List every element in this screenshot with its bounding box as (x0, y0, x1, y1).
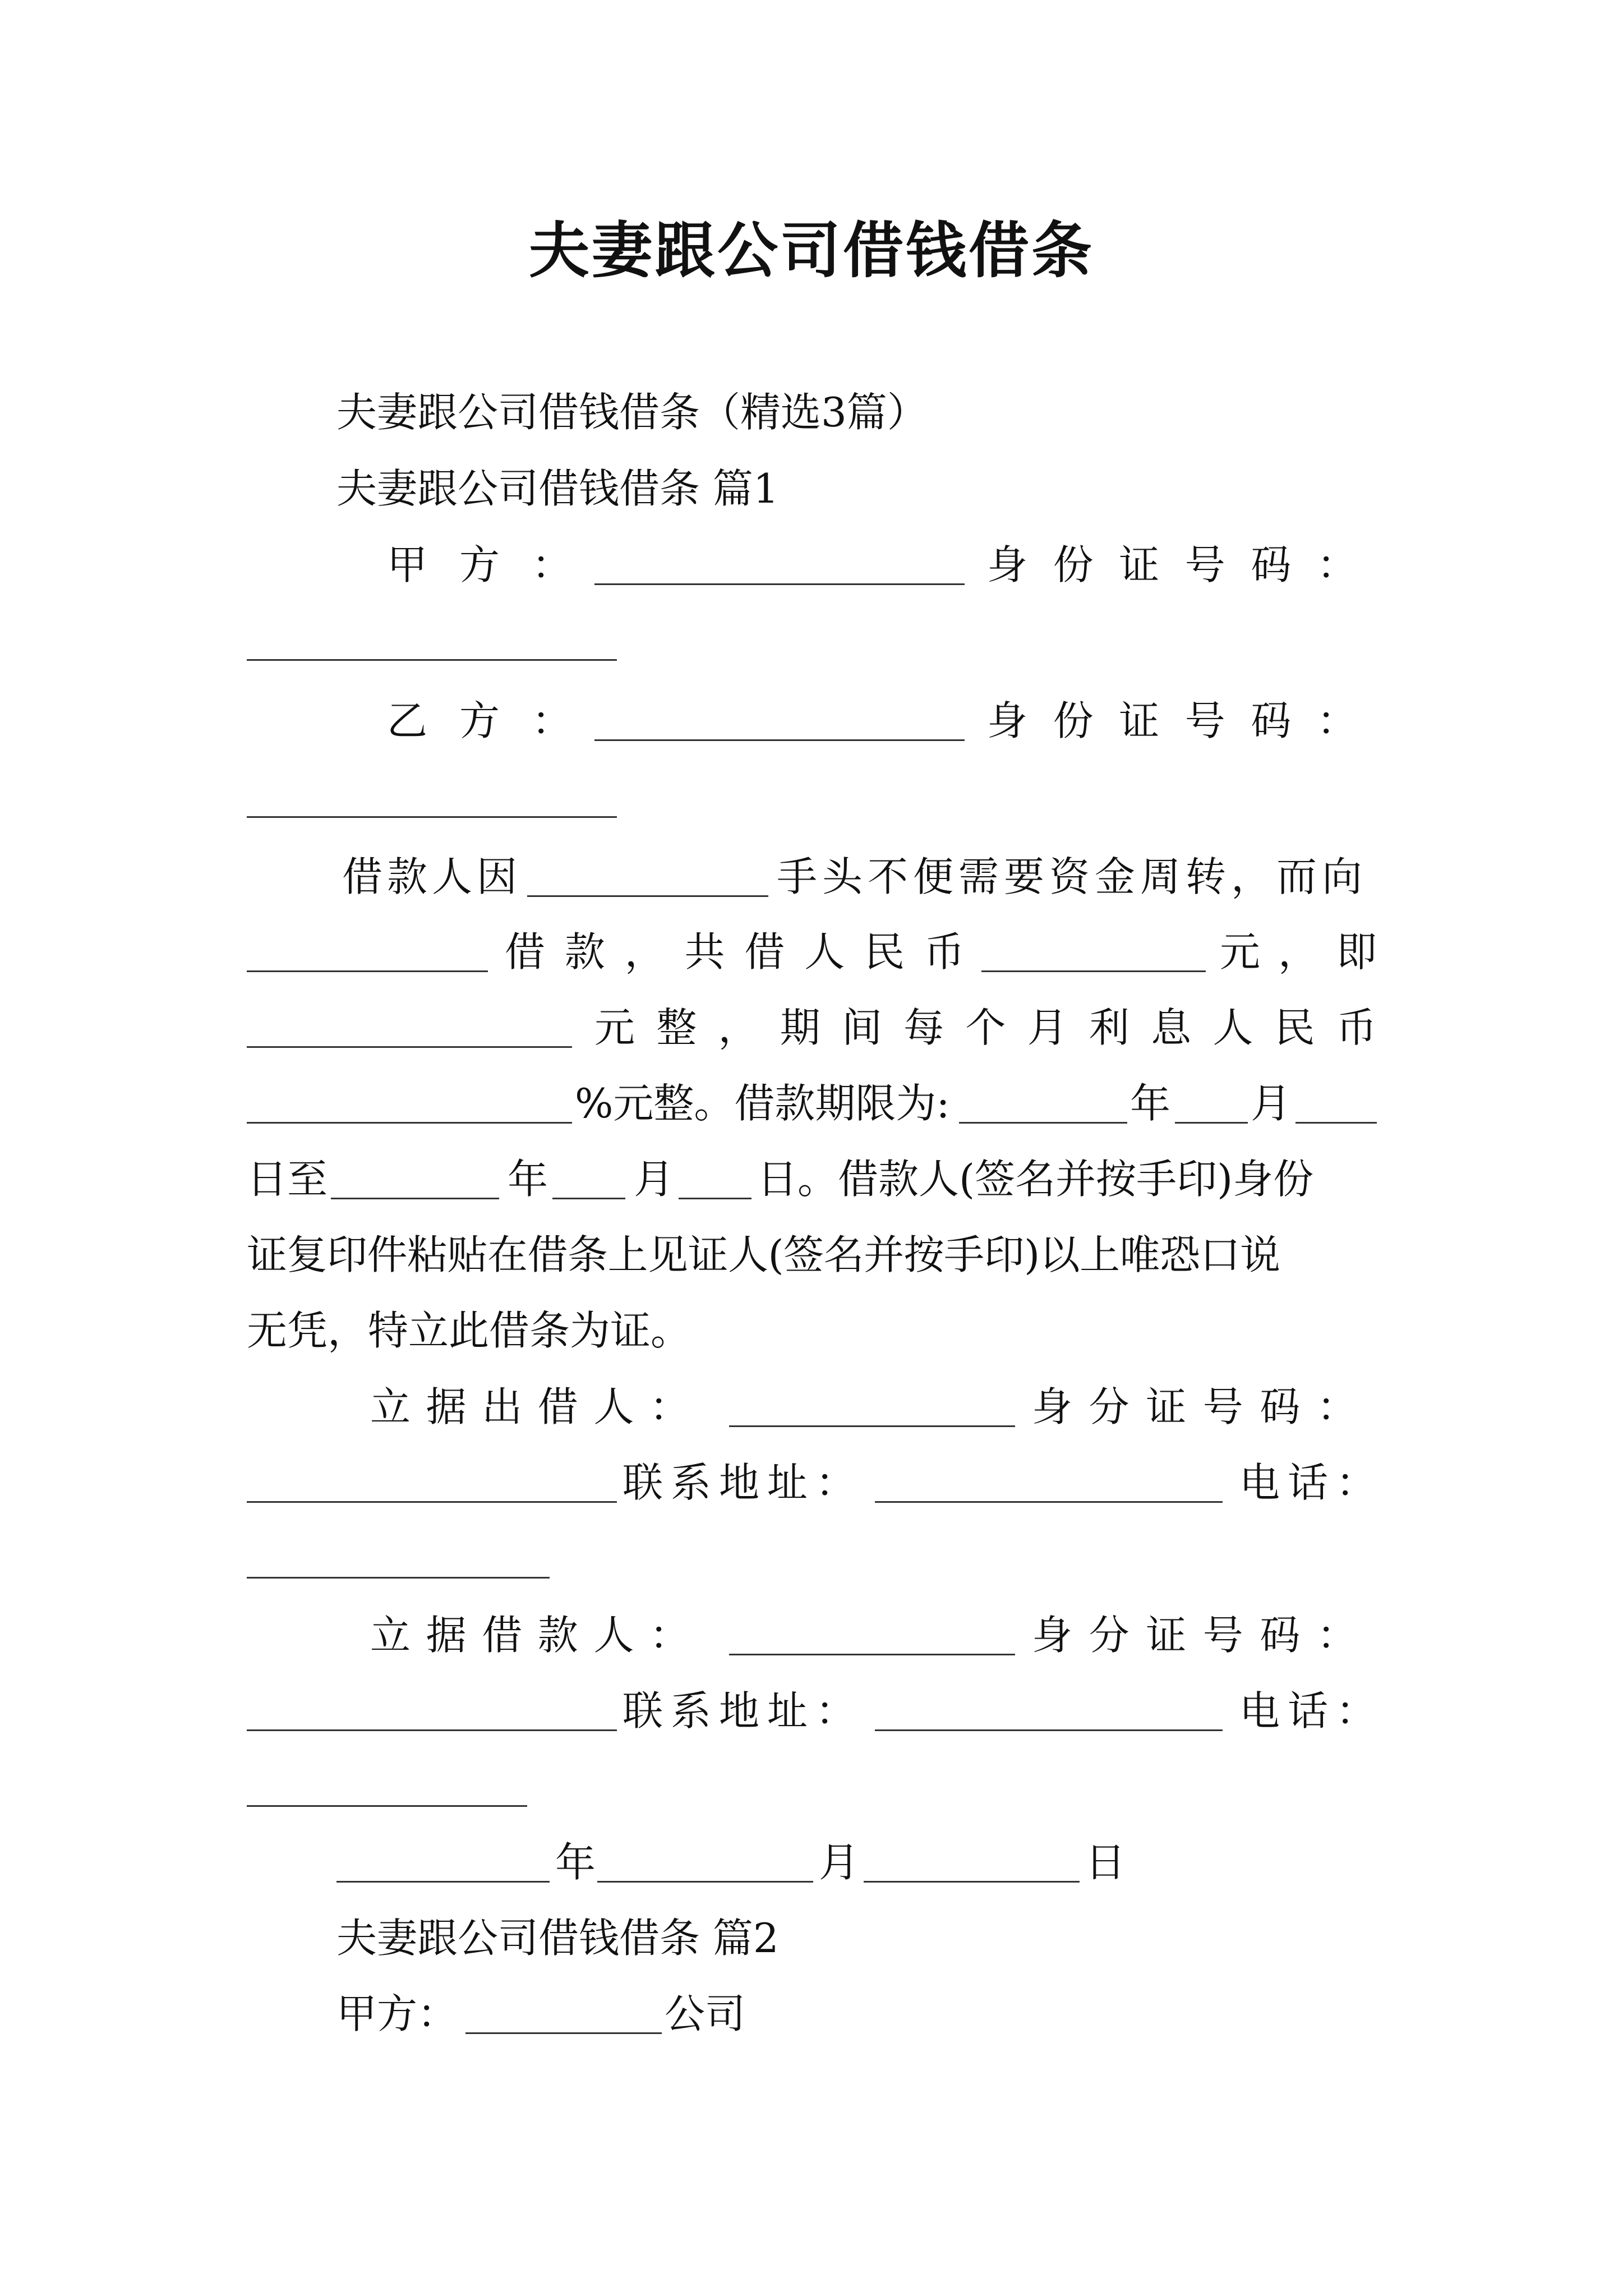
char: 每 (903, 1004, 944, 1051)
partyB-id-label (987, 696, 1357, 746)
amount-uppercase-blank[interactable] (247, 1046, 572, 1048)
char: ： (1316, 541, 1357, 588)
char: 证 (1119, 697, 1160, 744)
date-year-blank[interactable] (336, 1881, 550, 1883)
lender-id-label (1032, 1382, 1357, 1432)
end-month-label: 月 (634, 1156, 675, 1203)
partyB-name-blank[interactable] (594, 739, 965, 741)
partyA-label (387, 540, 572, 590)
char: 身 (987, 697, 1028, 744)
char: 乙 (387, 697, 428, 744)
start-day-blank[interactable] (1295, 1122, 1377, 1124)
char: 元 (1220, 928, 1261, 976)
char: 证 (1146, 1612, 1187, 1659)
char: 款 (564, 928, 605, 976)
char: 据 (426, 1612, 467, 1659)
reason-blank[interactable] (527, 895, 768, 897)
char: 证 (1119, 541, 1160, 588)
char: 款 (537, 1612, 578, 1659)
char: 身 (987, 541, 1028, 588)
char: 息 (1151, 1004, 1192, 1051)
char: 人 (1212, 1004, 1253, 1051)
char: 方 (459, 541, 500, 588)
char: 间 (841, 1004, 882, 1051)
section2-company-blank[interactable] (465, 2032, 662, 2034)
char: 共 (684, 928, 725, 976)
document-subtitle: 夫妻跟公司借钱借条（精选3篇） (336, 389, 928, 436)
lender-sign-blank[interactable] (729, 1425, 1015, 1427)
char: ： (649, 1383, 690, 1430)
lender-address-label: 联系地址： (623, 1459, 864, 1506)
body-line-6: 证复印件粘贴在借条上见证人(签名并按手印)以上唯恐口说 (247, 1231, 1280, 1278)
char: 整 (656, 1004, 697, 1051)
char: 分 (1089, 1612, 1129, 1659)
borrower-phone-blank[interactable] (247, 1805, 527, 1807)
char: 借 (505, 928, 546, 976)
char: 立 (370, 1383, 411, 1430)
char: 码 (1251, 541, 1292, 588)
char: 立 (370, 1612, 411, 1659)
char: 身 (1032, 1612, 1073, 1659)
char: 号 (1202, 1383, 1243, 1430)
lender-label (370, 1382, 690, 1432)
char: ： (531, 541, 572, 588)
char: 民 (1274, 1004, 1315, 1051)
date-year-label: 年 (555, 1839, 596, 1886)
char: ， (718, 1004, 759, 1051)
char: 分 (1089, 1383, 1129, 1430)
body-line-7: 无凭，特立此借条为证。 (247, 1307, 691, 1354)
char: 出 (482, 1383, 523, 1430)
char: 码 (1251, 697, 1292, 744)
date-day-blank[interactable] (864, 1881, 1080, 1883)
body-line-1-b: 手头不便需要资金周转，而向 (777, 853, 1368, 900)
char: 月 (1027, 1004, 1068, 1051)
lender-phone-label: 电话： (1239, 1459, 1385, 1506)
date-month-label: 月 (819, 1839, 860, 1886)
char: ： (531, 697, 572, 744)
lender-phone-blank[interactable] (247, 1577, 550, 1579)
char: ： (649, 1612, 690, 1659)
borrower-address-blank[interactable] (875, 1729, 1223, 1731)
char: 人 (804, 928, 845, 976)
char: 份 (1053, 697, 1094, 744)
char: 利 (1089, 1004, 1129, 1051)
body-line-4-a: %元整。借款期限为: (575, 1080, 950, 1127)
section1-heading: 夫妻跟公司借钱借条 篇1 (336, 465, 779, 512)
char: 甲 (387, 541, 428, 588)
borrower-id-label (1032, 1610, 1357, 1660)
borrower-id-blank[interactable] (247, 1729, 617, 1731)
char: 期 (780, 1004, 820, 1051)
char: 币 (924, 928, 965, 976)
lender-id-blank[interactable] (247, 1501, 617, 1503)
body-line-2-end (1220, 927, 1377, 977)
char: 人 (593, 1612, 634, 1659)
start-year-blank[interactable] (959, 1122, 1127, 1124)
char: 元 (594, 1004, 635, 1051)
borrower-phone-label: 电话： (1239, 1687, 1385, 1734)
partyA-id-blank[interactable] (247, 659, 617, 661)
interest-blank[interactable] (247, 1122, 572, 1124)
start-month-label: 月 (1251, 1080, 1292, 1127)
char: ： (1316, 1612, 1357, 1659)
char: 即 (1336, 928, 1377, 976)
end-day-blank[interactable] (679, 1198, 751, 1199)
date-month-blank[interactable] (597, 1881, 813, 1883)
partyB-id-blank[interactable] (247, 816, 617, 818)
char: 人 (593, 1383, 634, 1430)
end-year-label: 年 (508, 1156, 548, 1203)
char: ： (1316, 697, 1357, 744)
body-line-1-a: 借款人因 (342, 853, 522, 900)
body-line-2-text (505, 927, 965, 977)
document-title: 夫妻跟公司借钱借条 (528, 215, 1094, 286)
partyA-name-blank[interactable] (594, 583, 965, 585)
body-line-5-b: 日。借款人(签名并按手印)身份 (757, 1156, 1314, 1203)
amount-blank[interactable] (981, 970, 1206, 972)
char: ： (1316, 1383, 1357, 1430)
start-month-blank[interactable] (1175, 1122, 1248, 1124)
char: 证 (1146, 1383, 1187, 1430)
date-day-label: 日 (1085, 1839, 1126, 1886)
partyA-id-label (987, 540, 1357, 590)
char: 号 (1184, 541, 1225, 588)
char: 号 (1202, 1612, 1243, 1659)
end-year-blank[interactable] (331, 1198, 499, 1199)
char: 借 (482, 1612, 523, 1659)
section2-heading: 夫妻跟公司借钱借条 篇2 (336, 1915, 779, 1962)
char: 身 (1032, 1383, 1073, 1430)
section2-partyA-label: 甲方： (336, 1990, 458, 2037)
body-line-3-text (594, 1002, 1377, 1053)
char: 借 (744, 928, 785, 976)
char: 方 (459, 697, 500, 744)
body-line-5-a: 日至 (247, 1156, 328, 1203)
char: 借 (537, 1383, 578, 1430)
char: ， (1278, 928, 1318, 976)
partyB-label (387, 696, 572, 746)
char: 币 (1336, 1004, 1377, 1051)
char: ， (624, 928, 665, 976)
char: 据 (426, 1383, 467, 1430)
char: 个 (965, 1004, 1006, 1051)
section2-company-label: 公司 (665, 1990, 746, 2037)
char: 码 (1260, 1612, 1301, 1659)
lender-name-blank[interactable] (247, 970, 488, 972)
start-year-label: 年 (1130, 1080, 1171, 1127)
borrower-sign-blank[interactable] (729, 1654, 1015, 1655)
lender-address-blank[interactable] (875, 1501, 1223, 1503)
borrower-label (370, 1610, 690, 1660)
char: 份 (1053, 541, 1094, 588)
char: 民 (864, 928, 905, 976)
end-month-blank[interactable] (552, 1198, 625, 1199)
char: 号 (1184, 697, 1225, 744)
borrower-address-label: 联系地址： (623, 1687, 864, 1734)
char: 码 (1260, 1383, 1301, 1430)
